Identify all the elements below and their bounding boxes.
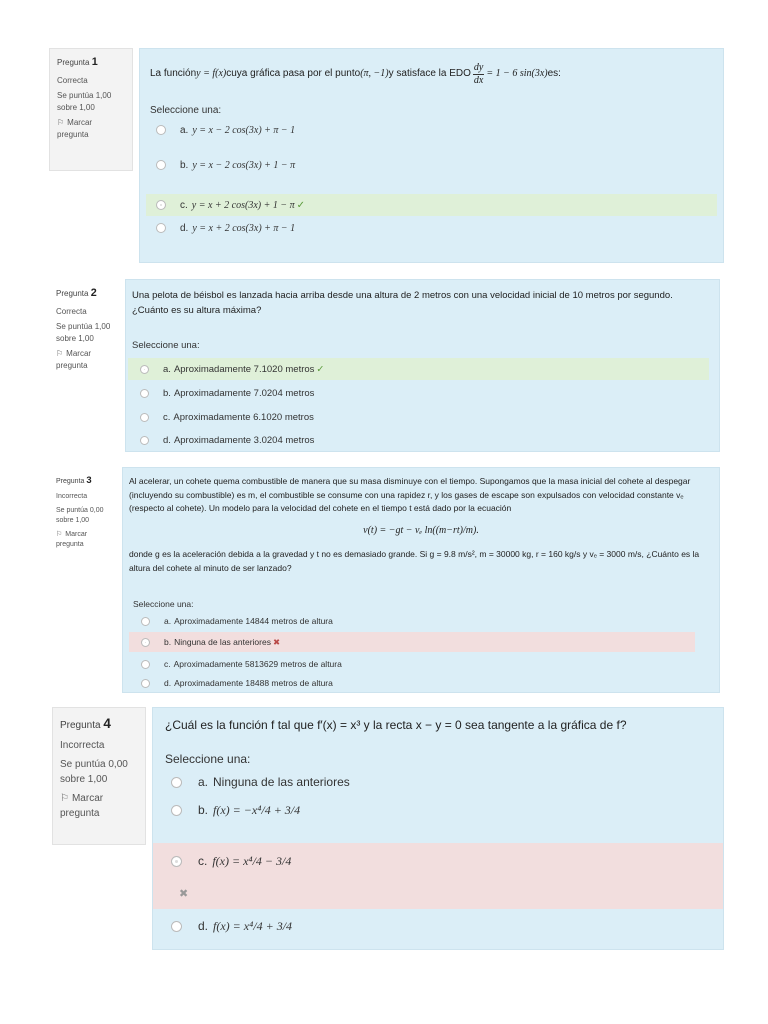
q4-info-panel	[52, 707, 146, 845]
radio-button[interactable]	[140, 436, 149, 445]
q1-ode-fraction: $\frac{dy}{dx}$	[473, 62, 484, 86]
q2-info-panel	[48, 279, 119, 407]
radio-button[interactable]	[141, 617, 150, 626]
q2-option-d[interactable]: d. Aproximadamente 3.0204 metros	[128, 431, 713, 449]
radio-button[interactable]	[140, 389, 149, 398]
q3-question-text-2: donde g es la aceleración debida a la gravedad y t no es demasiado grande. Si g = 9.8 m/s², m = 30000 kg, r = 160 kg/s y vₑ = 3000 m/s, ¿Cuánto es la altura del cohete al minuto de ser lanzado?	[129, 549, 700, 573]
q4-state: Incorrecta	[60, 739, 105, 751]
q1-option-d[interactable]: d. y = x + 2 cos(3x) + π − 1	[146, 219, 717, 237]
radio-button[interactable]	[156, 160, 166, 170]
flag-icon: ⚐	[56, 531, 63, 539]
q1-question-text: La función y = f(x) cuya gráfica pasa por el punto (π, −1) y satisface la EDO $\frac{dy}{dx}$ = 1 − 6 sin(3x) es:	[150, 62, 561, 86]
q4-grade: Se puntúa 0,00 sobre 1,00	[60, 759, 128, 785]
q4-number: Pregunta 4	[60, 716, 111, 731]
q1-grade: Se puntúa 1,00 sobre 1,00	[57, 91, 112, 112]
q3-flag-link[interactable]: ⚐ Marcar pregunta	[56, 531, 88, 549]
radio-button[interactable]	[171, 805, 182, 816]
radio-button[interactable]	[171, 777, 182, 788]
q1-content	[139, 48, 724, 263]
q4-prompt: Seleccione una:	[165, 752, 251, 766]
q1-prompt: Seleccione una:	[150, 105, 222, 116]
q3-option-d[interactable]: d. Aproximadamente 18488 metros de altura	[129, 675, 713, 691]
q4-option-d[interactable]: d. f(x) = x⁴/4 + 3/4	[159, 914, 717, 938]
q2-option-b[interactable]: b. Aproximadamente 7.0204 metros	[128, 384, 713, 402]
radio-button[interactable]	[140, 413, 149, 422]
cross-icon: ✖	[179, 888, 189, 900]
q4-option-c[interactable]: c. f(x) = x⁴/4 − 3/4	[159, 849, 717, 873]
q2-option-a[interactable]: a. Aproximadamente 7.1020 metros ✓	[128, 358, 709, 380]
q1-option-a[interactable]: a. y = x − 2 cos(3x) + π − 1	[146, 121, 717, 139]
q4-flag-link[interactable]: ⚐ Marcar pregunta	[60, 793, 104, 819]
q3-question-text: Al acelerar, un cohete quema combustible de manera que su masa disminuye con el tiempo. Supongamos que la masa inicial del cohete al despegar (incluyendo su combustible) es m, el combustible se consume con una rapidez r, y los gases de escape son expulsados con velocidad constante vₑ (respecto al cohete). Un modelo para la velocidad del cohete en el tiempo t está dado por la ecuación	[129, 476, 691, 514]
radio-button[interactable]	[141, 679, 150, 688]
radio-button[interactable]	[171, 921, 182, 932]
q2-grade: Se puntúa 1,00 sobre 1,00	[56, 322, 111, 343]
q4-content	[152, 707, 724, 950]
q3-grade: Se puntúa 0,00 sobre 1,00	[56, 506, 104, 524]
flag-icon: ⚐	[57, 118, 65, 128]
check-icon: ✓	[296, 199, 305, 211]
q2-state: Correcta	[56, 306, 87, 316]
q3-option-c[interactable]: c. Aproximadamente 5813629 metros de altura	[129, 656, 713, 672]
radio-button-selected[interactable]	[171, 856, 182, 867]
q1-flag-link[interactable]: ⚐ Marcar pregunta	[57, 118, 93, 140]
q3-info-panel	[48, 467, 114, 585]
q1-number: Pregunta 1	[57, 56, 98, 68]
q4-option-b[interactable]: b. f(x) = −x⁴/4 + 3/4	[159, 798, 717, 822]
q3-equation: v(t) = −gt − vₑ ln((m−rt)/m).	[363, 525, 479, 536]
q4-option-a[interactable]: a. Ninguna de las anteriores	[159, 772, 717, 792]
q1-info-panel	[49, 48, 133, 171]
q3-state: Incorrecta	[56, 492, 88, 500]
q4-option-c-wrapper	[153, 843, 723, 909]
q2-content	[125, 279, 720, 452]
q3-option-b[interactable]: b. Ninguna de las anteriores ✖	[129, 632, 695, 652]
radio-button[interactable]	[156, 223, 166, 233]
radio-button-selected[interactable]	[140, 365, 149, 374]
q1-state: Correcta	[57, 75, 88, 85]
q2-question-text: Una pelota de béisbol es lanzada hacia arriba desde una altura de 2 metros con una velocidad inicial de 10 metros por segundo. ¿Cuánto es su altura máxima?	[132, 290, 673, 316]
q3-content	[122, 467, 720, 693]
q2-number: Pregunta 2	[56, 287, 97, 299]
radio-button[interactable]	[156, 125, 166, 135]
q3-number: Pregunta 3	[56, 475, 92, 486]
cross-icon: ✖	[272, 636, 281, 647]
q2-flag-link[interactable]: ⚐ Marcar pregunta	[56, 349, 92, 371]
flag-icon: ⚐	[60, 793, 69, 805]
check-icon: ✓	[316, 363, 325, 375]
q3-option-a[interactable]: a. Aproximadamente 14844 metros de altura	[129, 613, 713, 629]
radio-button[interactable]	[141, 660, 150, 669]
q2-option-c[interactable]: c. Aproximadamente 6.1020 metros	[128, 408, 713, 426]
radio-button-selected[interactable]	[141, 638, 150, 647]
q1-option-c[interactable]: c. y = x + 2 cos(3x) + 1 − π ✓	[146, 194, 717, 216]
q2-prompt: Seleccione una:	[132, 340, 200, 351]
flag-icon: ⚐	[56, 349, 64, 359]
radio-button-selected[interactable]	[156, 200, 166, 210]
q4-question-text: ¿Cuál es la función f tal que f′(x) = x³ y la recta x − y = 0 sea tangente a la gráfica de f?	[165, 718, 627, 732]
q3-prompt: Seleccione una:	[133, 599, 194, 609]
q1-option-b[interactable]: b. y = x − 2 cos(3x) + 1 − π	[146, 156, 717, 174]
